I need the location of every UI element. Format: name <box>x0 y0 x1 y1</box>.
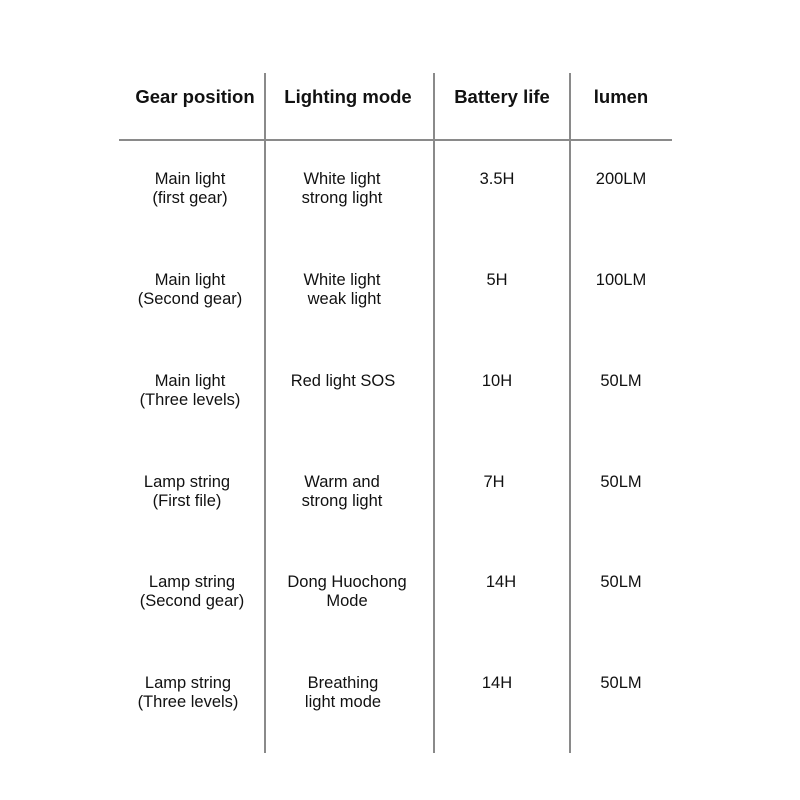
table-cell-lighting-mode: Breathing light mode <box>304 674 382 711</box>
header-gear-position: Gear position <box>135 86 255 107</box>
table-cell-battery-life: 14H <box>485 573 517 591</box>
column-divider <box>433 73 435 753</box>
table-cell-lumen: 100LM <box>595 271 647 289</box>
table-cell-lighting-mode: White light strong light <box>301 170 383 207</box>
table-cell-battery-life: 10H <box>481 372 513 390</box>
table-cell-lighting-mode: White light weak light <box>303 271 381 308</box>
table-cell-lumen: 50LM <box>600 674 642 692</box>
header-divider <box>119 139 672 141</box>
header-lumen: lumen <box>593 86 649 107</box>
table-cell-lighting-mode: Warm and strong light <box>301 473 383 510</box>
table-cell-battery-life: 5H <box>486 271 508 289</box>
table-cell-battery-life: 7H <box>483 473 505 491</box>
table-cell-lighting-mode: Red light SOS <box>290 372 396 390</box>
table-cell-lumen: 200LM <box>595 170 647 188</box>
table-cell-gear-position: Lamp string (First file) <box>143 473 231 510</box>
table-cell-lumen: 50LM <box>600 473 642 491</box>
table-cell-lumen: 50LM <box>600 372 642 390</box>
table-cell-gear-position: Lamp string (Second gear) <box>139 573 245 610</box>
table-cell-gear-position: Main light (first gear) <box>152 170 228 207</box>
table-cell-gear-position: Main light (Three levels) <box>139 372 241 409</box>
column-divider <box>569 73 571 753</box>
table-cell-gear-position: Main light (Second gear) <box>137 271 243 308</box>
header-battery-life: Battery life <box>454 86 550 107</box>
table-cell-battery-life: 14H <box>481 674 513 692</box>
header-lighting-mode: Lighting mode <box>284 86 412 107</box>
table-cell-lumen: 50LM <box>600 573 642 591</box>
table-cell-gear-position: Lamp string (Three levels) <box>137 674 239 711</box>
column-divider <box>264 73 266 753</box>
table-cell-battery-life: 3.5H <box>479 170 515 188</box>
table-cell-lighting-mode: Dong Huochong Mode <box>287 573 407 610</box>
